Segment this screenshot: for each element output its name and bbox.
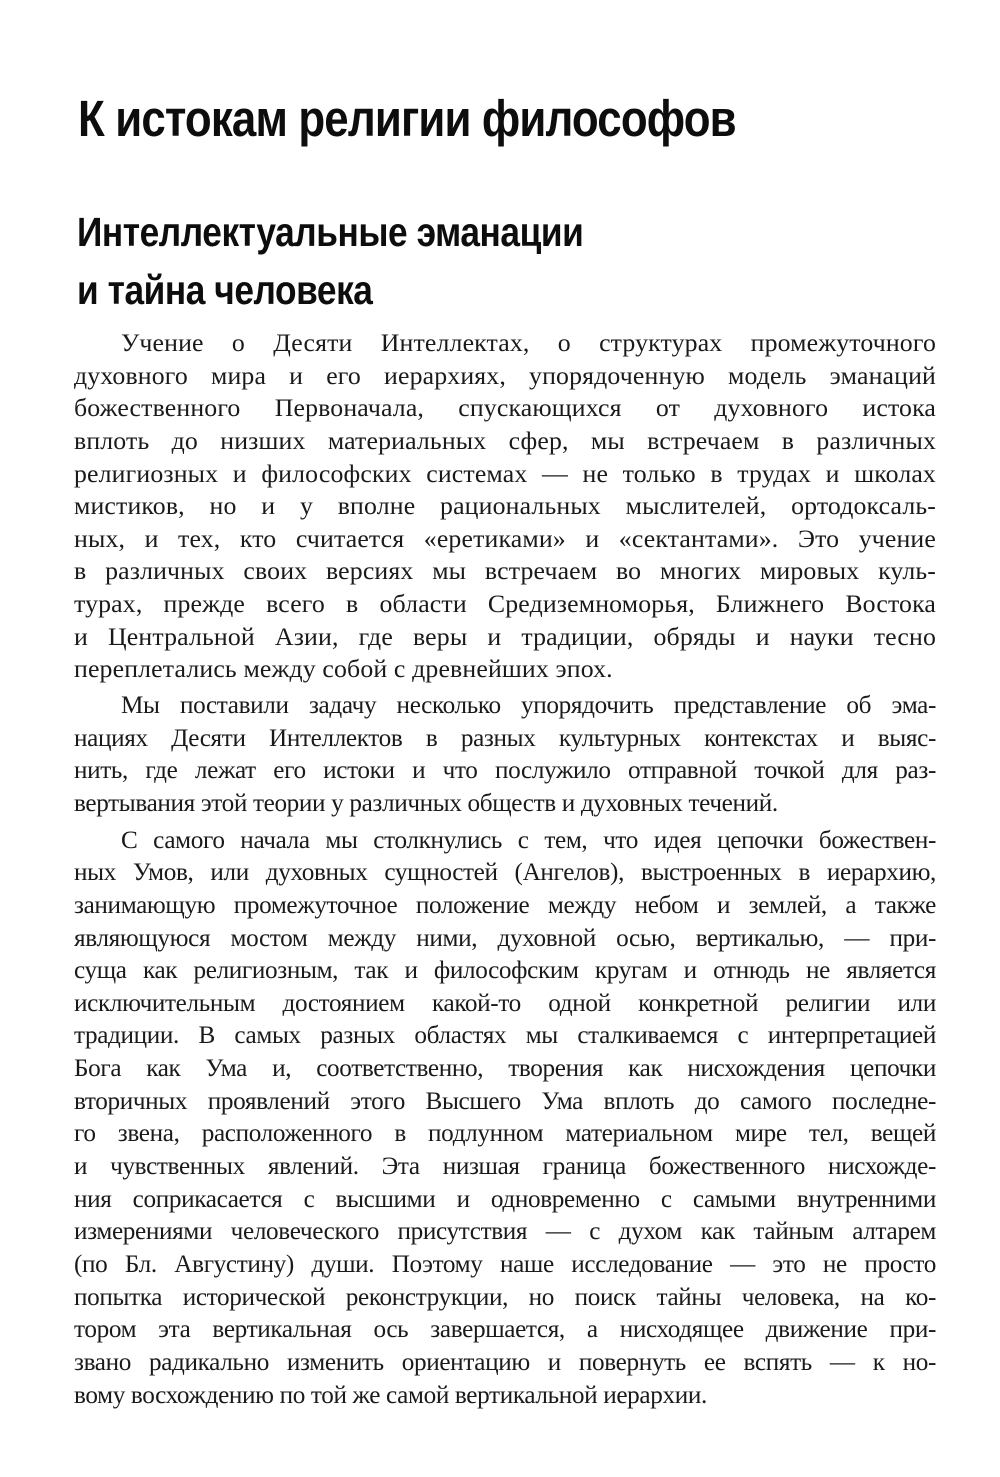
text-line: Бога как Ума и, соответственно, творения как нисхождения цепочки xyxy=(74,1055,936,1083)
paragraph-2 xyxy=(74,690,936,821)
text-line: духовного мира и его иерархиях, упорядоченную модель эманаций xyxy=(74,360,936,390)
section-heading xyxy=(77,203,583,319)
text-line: мистиков, но и у вполне рациональных мыслителей, ортодоксаль- xyxy=(74,491,936,521)
text-line: ных Умов, или духовных сущностей (Ангелов), выстроенных в иерархию, xyxy=(74,859,936,887)
text-line: и Центральной Азии, где веры и традиции, обряды и науки тесно xyxy=(74,621,936,651)
text-line: исключительным достоянием какой-то одной конкретной религии или xyxy=(74,989,936,1017)
text-line: С самого начала мы столкнулись с тем, что идея цепочки божествен- xyxy=(121,826,936,854)
text-line: религиозных и философских системах — не только в трудах и школах xyxy=(74,458,936,488)
section-heading-line-1: Интеллектуальные эманации xyxy=(77,209,584,255)
text-line: Мы поставили задачу несколько упорядочить представление об эма- xyxy=(121,692,936,720)
text-line: (по Бл. Августину) души. Поэтому наше исследование — это не просто xyxy=(74,1250,936,1278)
paragraph-1 xyxy=(74,327,936,686)
text-line: попытка исторической реконструкции, но поиск тайны человека, на ко- xyxy=(74,1283,936,1311)
text-line: тором эта вертикальная ось завершается, а нисходящее движение при- xyxy=(74,1316,936,1344)
chapter-title: К истокам религии философов xyxy=(78,90,736,147)
text-line: вому восхождению по той же самой вертикальной иерархии. xyxy=(74,1381,707,1409)
text-line: вплоть до низших материальных сфер, мы встречаем в различных xyxy=(74,425,936,455)
text-line: ния соприкасается с высшими и одновременно с самыми внутренними xyxy=(74,1185,936,1213)
text-line: традиции. В самых разных областях мы сталкиваемся с интерпретацией xyxy=(74,1022,936,1050)
text-line: суща как религиозным, так и философским кругам и отнюдь не является xyxy=(74,957,936,985)
body-text xyxy=(74,327,936,1412)
text-line: являющуюся мостом между ними, духовной осью, вертикалью, — при- xyxy=(74,924,936,952)
text-line: божественного Первоначала, спускающихся от духовного истока xyxy=(74,393,936,423)
text-line: го звена, расположенного в подлунном материальном мире тел, вещей xyxy=(74,1120,936,1148)
text-line: и чувственных явлений. Эта низшая граница божественного нисхожде- xyxy=(74,1153,936,1181)
text-line: нациях Десяти Интеллектов в разных культурных контекстах и выяс- xyxy=(74,724,936,752)
text-line: измерениями человеческого присутствия — с духом как тайным алтарем xyxy=(74,1218,936,1246)
text-line: вторичных проявлений этого Высшего Ума вплоть до самого последне- xyxy=(74,1087,936,1115)
text-line: в различных своих версиях мы встречаем во многих мировых куль- xyxy=(74,556,936,586)
text-line: турах, прежде всего в области Средиземноморья, Ближнего Востока xyxy=(74,589,936,619)
text-line: занимающую промежуточное положение между небом и землей, а также xyxy=(74,891,936,919)
text-line: звано радикально изменить ориентацию и повернуть ее вспять — к но- xyxy=(74,1348,936,1376)
text-line: переплетались между собой с древнейших эпох. xyxy=(74,654,613,684)
text-line: ных, и тех, кто считается «еретиками» и «сектантами». Это учение xyxy=(74,523,936,553)
paragraph-3 xyxy=(74,825,936,1413)
text-line: Учение о Десяти Интеллектах, о структурах промежуточного xyxy=(121,328,936,357)
text-line: вертывания этой теории у различных обществ и духовных течений. xyxy=(74,789,778,817)
text-line: нить, где лежат его истоки и что послужило отправной точкой для раз- xyxy=(74,757,936,785)
section-heading-line-2: и тайна человека xyxy=(77,267,373,313)
